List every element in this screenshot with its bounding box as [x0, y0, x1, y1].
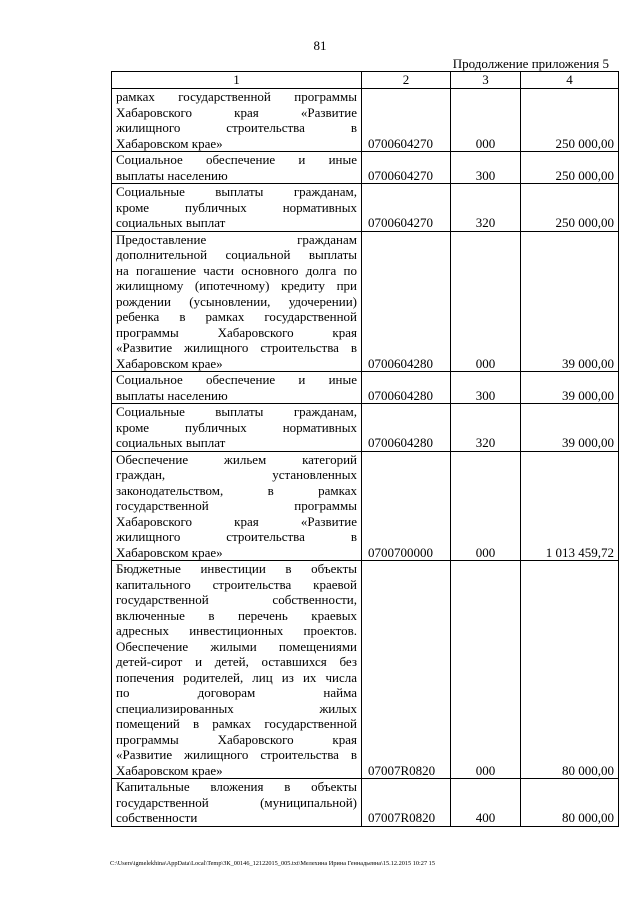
- table-header-row: [112, 72, 619, 89]
- row-name-line: включенные в перечень краевых: [116, 607, 357, 623]
- row-type-cell: 300: [451, 372, 521, 404]
- table-body: [112, 89, 619, 827]
- row-name-line: Капитальные вложения в объекты: [116, 779, 357, 794]
- row-name-line: рождении (усыновлении, удочерении): [116, 293, 357, 309]
- row-name-line: Хабаровского края «Развитие: [116, 104, 357, 120]
- row-name-line: Предоставление гражданам: [116, 231, 357, 247]
- row-name-line: Обеспечение жильем категорий: [116, 451, 357, 467]
- table-row: [112, 89, 619, 152]
- budget-table: [111, 71, 619, 827]
- row-type-cell: 000: [451, 231, 521, 372]
- row-name-line: кроме публичных нормативных: [116, 419, 357, 435]
- row-name-line: ребенка в рамках государственной: [116, 309, 357, 324]
- row-name-line: «Развитие жилищного строительства в: [116, 747, 357, 762]
- table-row: [112, 184, 619, 232]
- row-name-line: жилищного строительства в: [116, 120, 357, 135]
- row-name-line: собственности: [116, 810, 198, 825]
- row-amount-cell: 80 000,00: [521, 561, 619, 779]
- row-name-line: государственной программы: [116, 498, 357, 513]
- column-header: 3: [451, 72, 521, 89]
- row-amount-cell: 39 000,00: [521, 404, 619, 452]
- row-name-line: адресных инвестиционных проектов.: [116, 623, 357, 638]
- row-amount-cell: 39 000,00: [521, 231, 619, 372]
- row-name-line: программы Хабаровского края: [116, 324, 357, 340]
- row-type-cell: 000: [451, 561, 521, 779]
- row-name-cell: [112, 451, 362, 561]
- row-name-cell: [112, 404, 362, 452]
- row-code-cell: 07007R0820: [362, 561, 451, 779]
- table-row: [112, 372, 619, 404]
- row-code-cell: 0700700000: [362, 451, 451, 561]
- row-name-line: выплаты населению: [116, 387, 228, 403]
- row-name-line: специализированных жилых: [116, 700, 357, 716]
- table-row: [112, 231, 619, 372]
- row-amount-cell: 250 000,00: [521, 89, 619, 152]
- row-name-line: государственной собственности,: [116, 592, 357, 607]
- row-amount-cell: 1 013 459,72: [521, 451, 619, 561]
- row-name-cell: [112, 89, 362, 152]
- row-name-line: Бюджетные инвестиции в объекты: [116, 561, 357, 576]
- page-number: 81: [313, 38, 327, 53]
- row-name-line: жилищного строительства в: [116, 529, 357, 544]
- row-name-line: помещений в рамках государственной: [116, 716, 357, 731]
- row-name-line: кроме публичных нормативных: [116, 199, 357, 215]
- row-name-line: социальных выплат: [116, 435, 226, 450]
- row-code-cell: 07007R0820: [362, 779, 451, 827]
- row-type-cell: 320: [451, 184, 521, 232]
- row-name-line: выплаты населению: [116, 167, 228, 183]
- row-name-line: граждан, установленных: [116, 467, 357, 482]
- column-header: 2: [362, 72, 451, 89]
- row-type-cell: 320: [451, 404, 521, 452]
- row-code-cell: 0700604280: [362, 231, 451, 372]
- row-name-line: детей-сирот и детей, оставшихся без: [116, 654, 357, 669]
- row-type-cell: 300: [451, 152, 521, 184]
- column-header: 1: [112, 72, 362, 89]
- row-name-line: на погашение части основного долга по: [116, 262, 357, 278]
- row-name-line: государственной (муниципальной): [116, 794, 357, 810]
- row-name-line: социальных выплат: [116, 215, 226, 230]
- row-amount-cell: 250 000,00: [521, 184, 619, 232]
- row-name-line: капитального строительства краевой: [116, 576, 357, 592]
- row-code-cell: 0700604270: [362, 184, 451, 232]
- row-name-line: Социальное обеспечение и иные: [116, 372, 357, 387]
- row-type-cell: 000: [451, 89, 521, 152]
- row-amount-cell: 250 000,00: [521, 152, 619, 184]
- row-name-line: дополнительной социальной выплаты: [116, 247, 357, 262]
- row-name-line: Хабаровском крае»: [116, 762, 223, 778]
- row-name-cell: [112, 231, 362, 372]
- row-name-line: Социальные выплаты гражданам,: [116, 184, 357, 199]
- row-name-line: Хабаровском крае»: [116, 544, 223, 560]
- row-amount-cell: 80 000,00: [521, 779, 619, 827]
- table-row: [112, 152, 619, 184]
- row-name-cell: [112, 152, 362, 184]
- row-name-line: жилищному (ипотечному) кредиту при: [116, 278, 357, 293]
- table-row: [112, 561, 619, 779]
- row-name-line: по договорам найма: [116, 685, 357, 700]
- row-name-line: попечения родителей, лиц из их числа: [116, 669, 357, 685]
- row-type-cell: 400: [451, 779, 521, 827]
- row-code-cell: 0700604280: [362, 372, 451, 404]
- table-row: [112, 779, 619, 827]
- row-name-cell: [112, 372, 362, 404]
- row-name-cell: [112, 184, 362, 232]
- row-name-line: «Развитие жилищного строительства в: [116, 340, 357, 355]
- table-row: [112, 404, 619, 452]
- row-name-cell: [112, 779, 362, 827]
- row-amount-cell: 39 000,00: [521, 372, 619, 404]
- row-code-cell: 0700604270: [362, 89, 451, 152]
- row-name-line: Социальные выплаты гражданам,: [116, 404, 357, 419]
- row-name-cell: [112, 561, 362, 779]
- column-header: 4: [521, 72, 619, 89]
- continuation-label: Продолжение приложения 5: [452, 56, 609, 71]
- row-name-line: Хабаровском крае»: [116, 355, 223, 371]
- row-type-cell: 000: [451, 451, 521, 561]
- row-name-line: Хабаровском крае»: [116, 135, 223, 151]
- row-name-line: рамках государственной программы: [116, 89, 357, 104]
- row-code-cell: 0700604270: [362, 152, 451, 184]
- table-row: [112, 451, 619, 561]
- row-name-line: Социальное обеспечение и иные: [116, 152, 357, 167]
- row-name-line: законодательством, в рамках: [116, 482, 357, 498]
- footer-file-path: C:\Users\igmelekhina\AppData\Local\Temp\ЗК_00146_12122015_005.txt\Мелехина Ирина Геннадьевна\15.12.2015 10:27 15: [110, 860, 435, 867]
- row-code-cell: 0700604280: [362, 404, 451, 452]
- row-name-line: программы Хабаровского края: [116, 731, 357, 747]
- row-name-line: Обеспечение жилыми помещениями: [116, 638, 357, 654]
- row-name-line: Хабаровского края «Развитие: [116, 513, 357, 529]
